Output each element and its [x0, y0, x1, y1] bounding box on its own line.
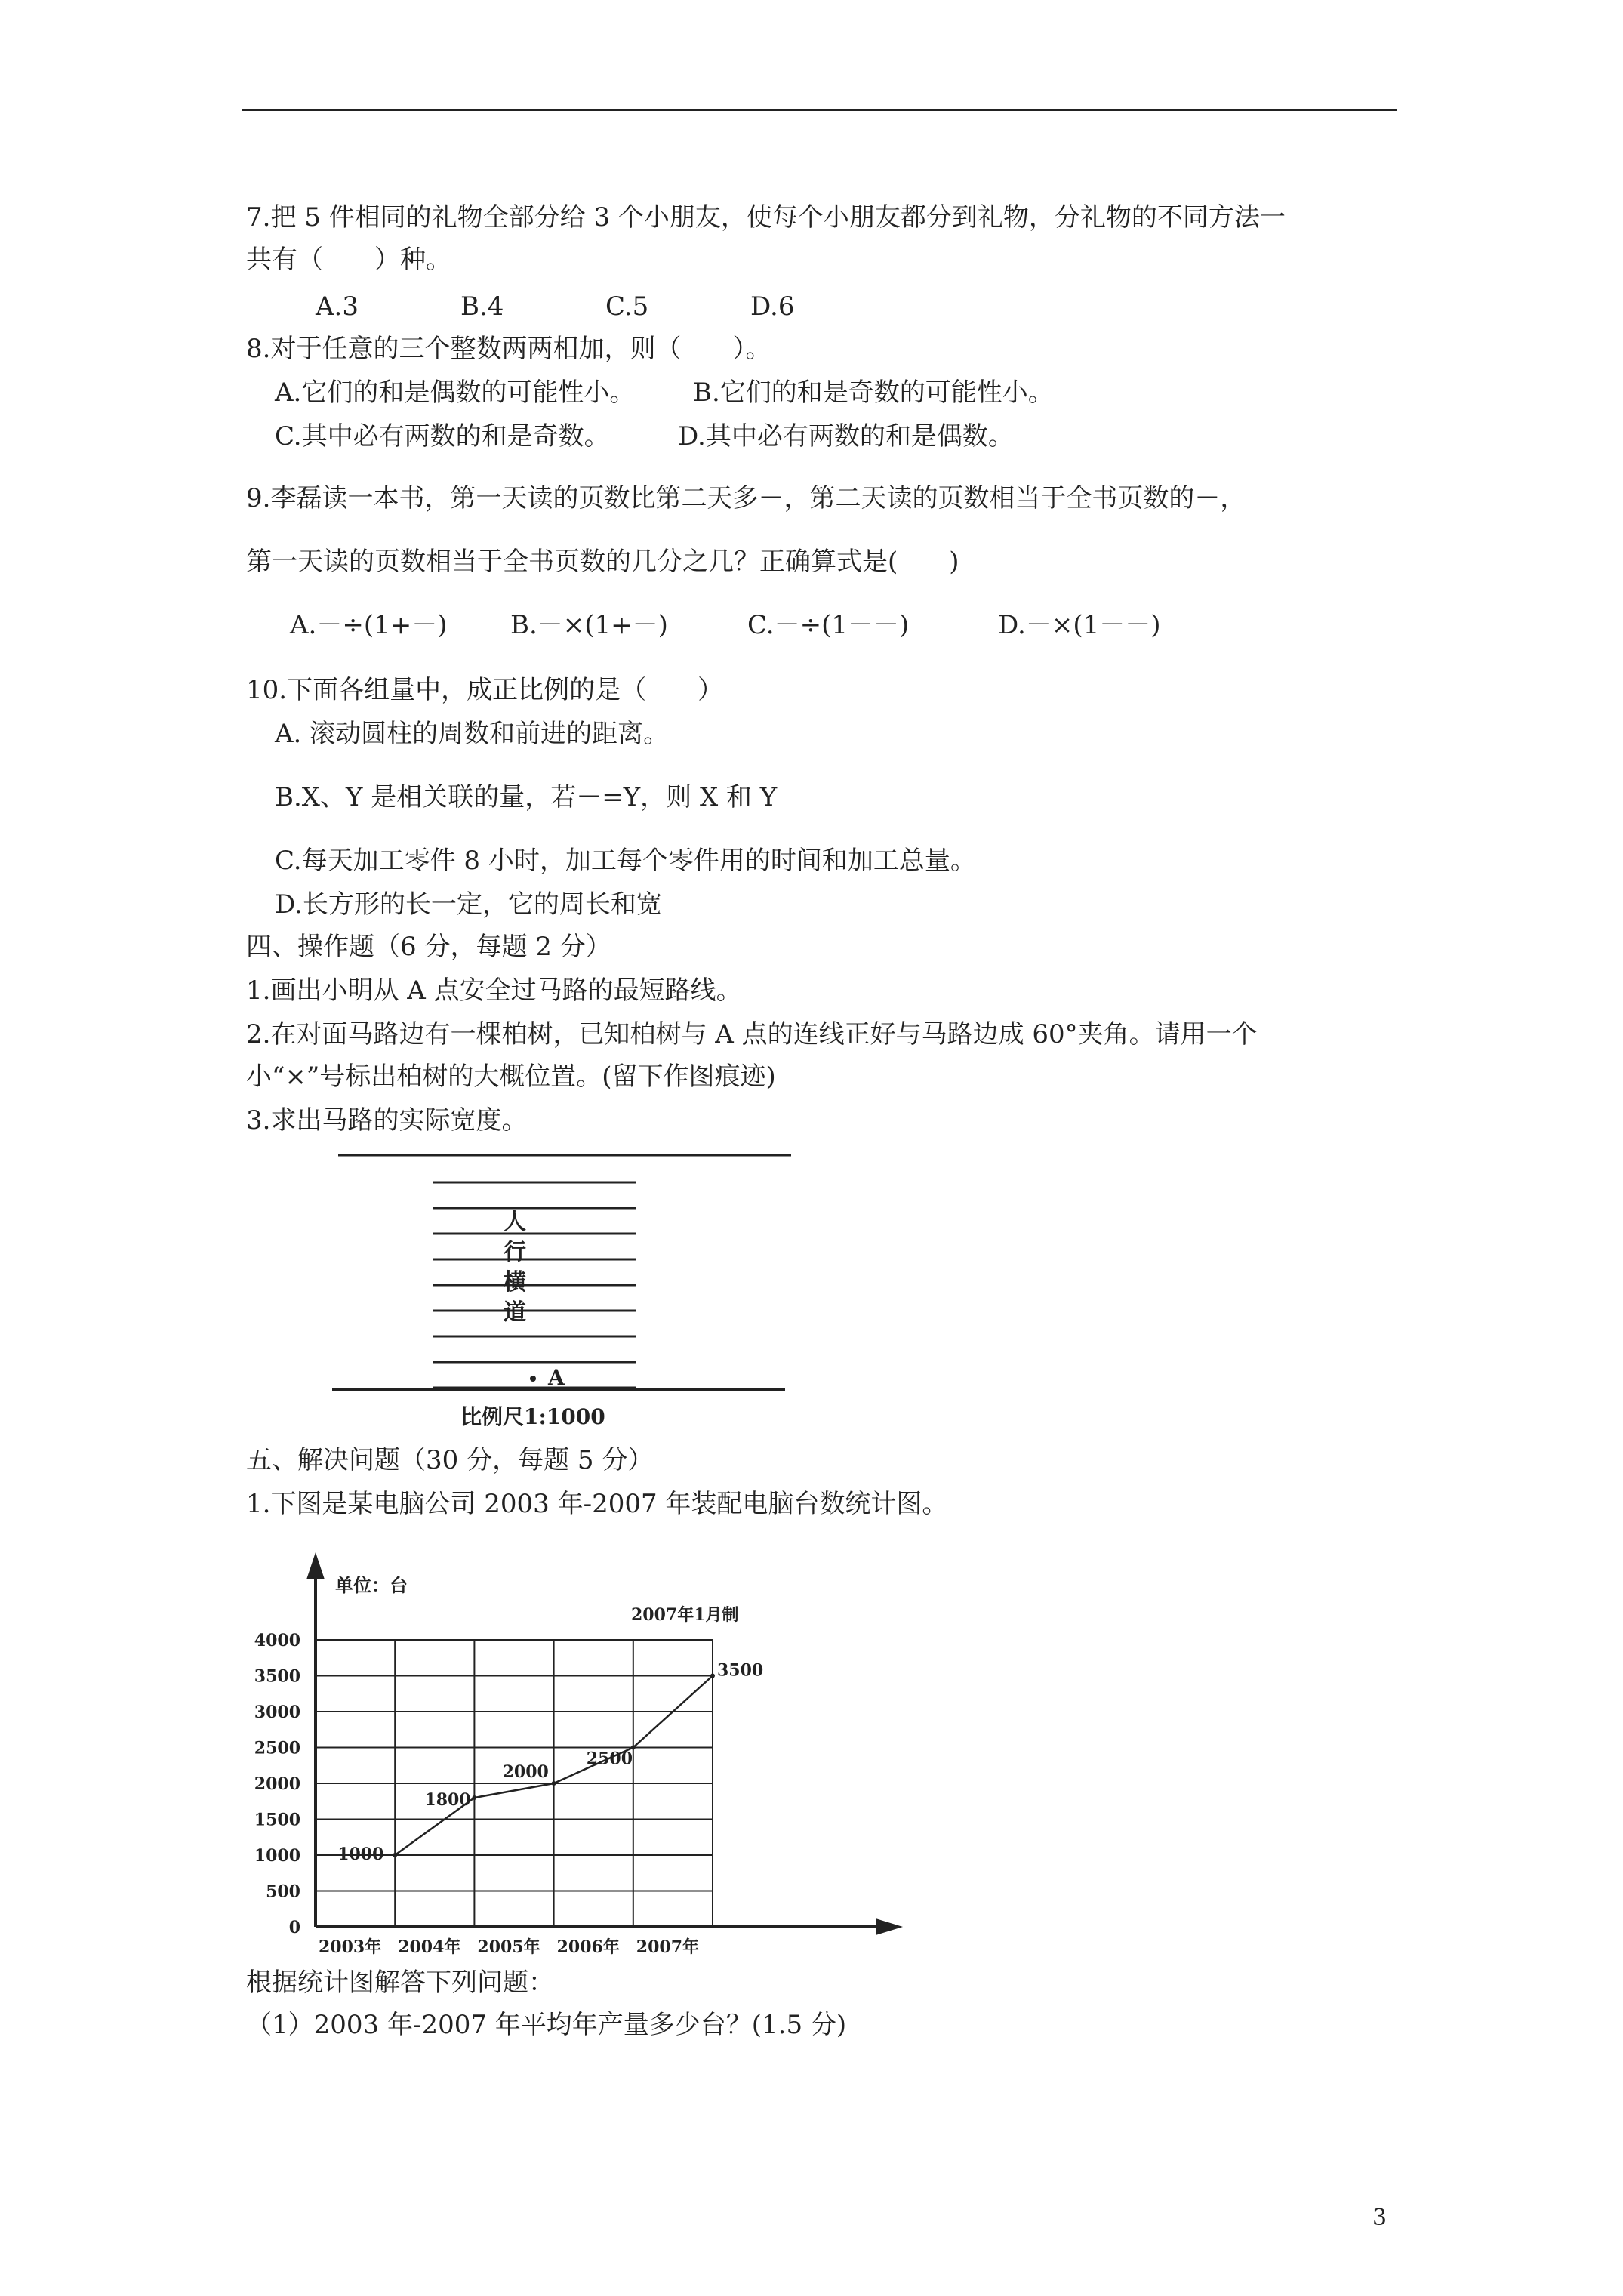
- page-number: 3: [1372, 2205, 1387, 2231]
- q10-option-b: B.X、Y 是相关联的量，若－=Y，则 X 和 Y: [275, 782, 778, 812]
- q9-option-a: A.－÷(1+－): [290, 610, 448, 640]
- q9-option-c: C.－÷(1－－): [747, 610, 910, 640]
- section4-title: 四、操作题（6 分，每题 2 分）: [246, 932, 611, 962]
- section4-item3: 3.求出马路的实际宽度。: [246, 1105, 528, 1136]
- crosswalk-char-4: 道: [504, 1299, 526, 1326]
- q7-line1: 7.把 5 件相同的礼物全部分给 3 个小朋友，使每个小朋友都分到礼物，分礼物的不同方法一: [246, 202, 1286, 233]
- y-tick-label: 3000: [254, 1703, 300, 1722]
- data-label: 1800: [424, 1790, 471, 1810]
- data-label: 1000: [337, 1845, 384, 1864]
- data-point: [393, 1853, 397, 1857]
- section5-sub1: （1）2003 年-2007 年平均年产量多少台？(1.5 分): [246, 2010, 847, 2040]
- chart-note: 2007年1月制: [631, 1605, 739, 1625]
- q9-line2: 第一天读的页数相当于全书页数的几分之几？正确算式是( ): [246, 547, 959, 577]
- q8-stem: 8.对于任意的三个整数两两相加，则（ ）。: [246, 334, 771, 364]
- crosswalk-char-3: 横: [504, 1269, 526, 1296]
- chart-unit-label: 单位：台: [335, 1574, 408, 1596]
- point-a-dot: [530, 1376, 536, 1382]
- x-tick-label: 2006年: [556, 1937, 620, 1955]
- section4-item1: 1.画出小明从 A 点安全过马路的最短路线。: [246, 975, 742, 1006]
- y-axis-arrow: [306, 1552, 325, 1579]
- section4-item2-line2: 小“×”号标出柏树的大概位置。(留下作图痕迹): [246, 1062, 776, 1092]
- section4-item2-line1: 2.在对面马路边有一棵柏树，已知柏树与 A 点的连线正好与马路边成 60°夹角。请用一个: [246, 1019, 1258, 1049]
- crosswalk-char-1: 人: [504, 1209, 526, 1235]
- section5-followup: 根据统计图解答下列问题：: [246, 1968, 554, 1998]
- q7-option-c: C.5: [605, 291, 649, 322]
- x-tick-label: 2004年: [398, 1937, 461, 1955]
- q10-option-a: A. 滚动圆柱的周数和前进的距离。: [275, 719, 670, 749]
- y-tick-label: 2000: [254, 1774, 300, 1794]
- data-label: 3500: [717, 1660, 764, 1681]
- q7-option-b: B.4: [460, 291, 504, 322]
- data-point: [552, 1781, 556, 1786]
- crosswalk-stripes: [433, 1182, 636, 1388]
- x-tick-label: 2003年: [319, 1937, 382, 1955]
- q7-option-a: A.3: [316, 291, 359, 322]
- x-tick-label: 2007年: [636, 1937, 700, 1955]
- q9-line1: 9.李磊读一本书，第一天读的页数比第二天多－，第二天读的页数相当于全书页数的－，: [246, 483, 1246, 513]
- y-tick-label: 1500: [254, 1810, 300, 1830]
- q9-option-d: D.－×(1－－): [998, 610, 1161, 640]
- data-label: 2500: [586, 1749, 633, 1769]
- y-tick-label: 4000: [254, 1631, 300, 1650]
- q8-option-d: D.其中必有两数的和是偶数。: [678, 421, 1014, 451]
- y-tick-label: 0: [288, 1918, 300, 1937]
- q7-line2: 共有（ ）种。: [246, 245, 451, 275]
- data-point: [472, 1795, 476, 1800]
- y-tick-label: 500: [266, 1881, 300, 1902]
- section5-item1: 1.下图是某电脑公司 2003 年-2007 年装配电脑台数统计图。: [246, 1489, 948, 1519]
- y-tick-label: 1000: [254, 1846, 300, 1866]
- y-tick-label: 3500: [254, 1666, 300, 1687]
- y-tick-label: 2500: [254, 1738, 300, 1758]
- q10-option-c: C.每天加工零件 8 小时，加工每个零件用的时间和加工总量。: [275, 846, 976, 876]
- q7-option-d: D.6: [750, 291, 795, 322]
- road-figure: [325, 1145, 808, 1432]
- q10-option-d: D.长方形的长一定，它的周长和宽: [275, 889, 662, 920]
- q8-option-c: C.其中必有两数的和是奇数。: [275, 421, 610, 451]
- x-axis-arrow: [876, 1918, 903, 1935]
- q8-option-b: B.它们的和是奇数的可能性小。: [693, 378, 1054, 408]
- scale-label: 比例尺1:1000: [460, 1404, 605, 1429]
- crosswalk-char-2: 行: [504, 1239, 526, 1265]
- production-line-chart: [242, 1533, 906, 1955]
- q8-option-a: A.它们的和是偶数的可能性小。: [275, 378, 636, 408]
- data-point: [710, 1674, 715, 1678]
- data-label: 2000: [502, 1762, 549, 1782]
- q10-stem: 10.下面各组量中，成正比例的是（ ）: [246, 675, 724, 705]
- point-a-label: A: [548, 1365, 565, 1390]
- section5-title: 五、解决问题（30 分，每题 5 分）: [246, 1445, 654, 1475]
- x-tick-label: 2005年: [477, 1937, 540, 1955]
- q9-option-b: B.－×(1+－): [510, 610, 668, 640]
- header-rule: [242, 109, 1397, 111]
